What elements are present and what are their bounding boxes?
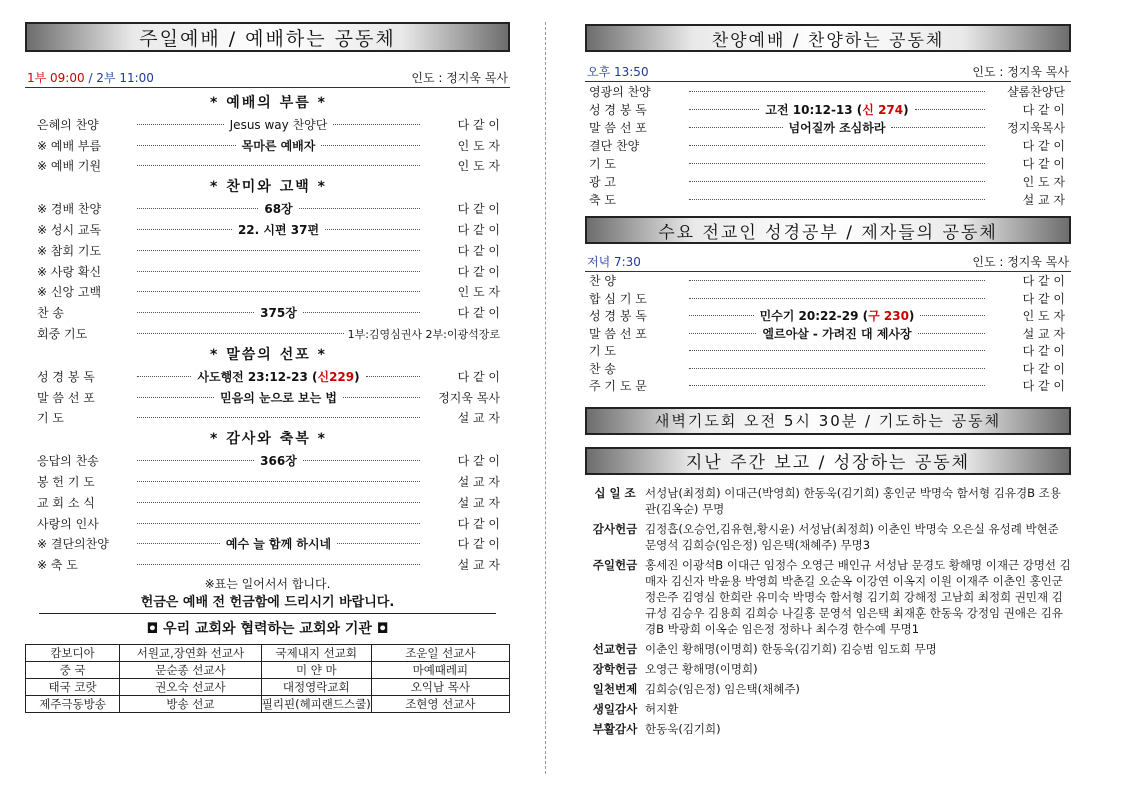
service-header (25, 70, 510, 88)
order-text-main: 68장 (264, 202, 293, 217)
partner-cell: 서원교,장연화 선교사 (120, 645, 262, 662)
section-title: * 감사와 축복 * (210, 431, 327, 448)
order-who: 다 같 이 (1022, 344, 1065, 359)
order-who: 다 같 이 (457, 306, 500, 321)
dots-fill (689, 368, 985, 369)
praise-header (585, 64, 1071, 82)
order-who: 다 같 이 (457, 454, 500, 469)
order-row (589, 290, 1065, 308)
report-label: 생일감사 (592, 701, 638, 716)
service-leader: 인도 : 정지욱 목사 (411, 71, 508, 85)
order-text (760, 325, 913, 342)
order-row (589, 272, 1065, 290)
dots-right (366, 376, 420, 377)
order-text (224, 535, 333, 552)
order-row (37, 156, 500, 177)
title-text: 새벽기도회 오전 5시 30분 / 기도하는 공동체 (654, 412, 1002, 430)
dots-left (137, 145, 236, 146)
order-content (133, 271, 424, 272)
order-content (133, 291, 424, 292)
order-who: 인 도 자 (457, 285, 500, 300)
order-row (589, 154, 1065, 172)
report-row (585, 557, 1071, 637)
wednesday-order (585, 272, 1071, 395)
order-who: 다 같 이 (457, 264, 500, 279)
order-label: 결단 찬양 (589, 138, 640, 153)
dots-fill (137, 271, 420, 272)
partner-row (26, 696, 510, 713)
partner-cell: 조현영 선교사 (371, 696, 509, 713)
wednesday-leader: 인도 : 정지욱 목사 (972, 255, 1069, 269)
report-label: 십 일 조 (594, 485, 636, 500)
order-content (133, 502, 424, 503)
dots-fill (137, 523, 420, 524)
order-row (589, 190, 1065, 208)
wednesday-time: 저녁 7:30 (587, 255, 641, 269)
order-text (262, 200, 294, 217)
weekly-report (585, 485, 1071, 737)
dawn-prayer-title (585, 407, 1071, 435)
order-label: ※ 사랑 확신 (37, 264, 102, 279)
order-content (685, 181, 989, 182)
order-label: 찬 송 (37, 306, 64, 321)
order-content (133, 523, 424, 524)
sunday-worship-title (25, 22, 510, 52)
order-text (218, 389, 339, 406)
service-times (27, 69, 154, 86)
dots-right (333, 124, 420, 125)
order-text (195, 368, 361, 385)
report-value: 허지환 (645, 701, 679, 716)
dots-fill (137, 250, 420, 251)
order-row (589, 342, 1065, 360)
dots-fill (137, 564, 420, 565)
order-row (37, 513, 500, 534)
order-who: 다 같 이 (457, 223, 500, 238)
order-label: 응답의 찬송 (37, 454, 99, 469)
time-sep: / (84, 71, 97, 85)
order-row (589, 100, 1065, 118)
report-row (585, 681, 1071, 697)
partner-cell: 방송 선교 (120, 696, 262, 713)
report-value: 김정흡(오승언,김유현,황시윤) 서성남(최정희) 이춘인 박명숙 오은실 유성례 박현준 문영석 김희승(임은정) 임은택(채혜주) 무명3 (645, 521, 1059, 552)
report-value: 이춘인 황해명(이명희) 한동욱(김기희) 김승범 임도희 무명 (645, 641, 937, 656)
order-who: 다 같 이 (457, 202, 500, 217)
partner-row (26, 645, 510, 662)
report-row (585, 721, 1071, 737)
dots-right (915, 109, 985, 110)
dots-fill (689, 145, 985, 146)
partner-cell: 중 국 (26, 662, 120, 679)
order-content (133, 200, 424, 217)
order-content (685, 199, 989, 200)
dots-fill (137, 291, 420, 292)
order-label: ※ 예배 기원 (37, 159, 102, 174)
order-content (133, 535, 424, 552)
dots-right (920, 315, 985, 316)
order-who: 다 같 이 (457, 369, 500, 384)
page-divider (545, 22, 546, 774)
order-content (133, 417, 424, 418)
order-row (37, 302, 500, 323)
order-label: ※ 참회 기도 (37, 243, 102, 258)
dots-right (303, 460, 420, 461)
dots-right (303, 312, 420, 313)
order-content (133, 137, 424, 154)
dots-left (689, 333, 756, 334)
time-first: 1부 09:00 (27, 71, 85, 85)
dots-fill (137, 417, 420, 418)
report-label: 장학헌금 (592, 661, 638, 676)
order-label: 회중 기도 (37, 327, 88, 342)
partner-cell: 캄보디아 (26, 645, 120, 662)
dots-right (325, 229, 420, 230)
report-row (585, 701, 1071, 717)
dots-left (137, 460, 254, 461)
sunday-worship-column (25, 0, 510, 713)
order-content (133, 368, 424, 385)
order-text (228, 116, 330, 133)
order-who: 설 교 자 (1022, 192, 1065, 207)
standing-note: ※표는 일어서서 합니다. (204, 577, 331, 592)
order-row (37, 114, 500, 135)
order-who: 다 같 이 (1022, 138, 1065, 153)
order-text (240, 137, 318, 154)
time-second: 2부 11:00 (96, 71, 154, 85)
order-who: 인 도 자 (457, 159, 500, 174)
dots-left (137, 312, 254, 313)
dots-fill (689, 350, 985, 351)
order-label: 기 도 (589, 344, 616, 359)
order-label: 성 경 봉 독 (37, 369, 95, 384)
order-text-main: 민수기 20:22-29 ( (759, 309, 869, 324)
order-who: 정지욱 목사 (438, 390, 500, 405)
order-label: 주 기 도 문 (589, 379, 647, 394)
order-who: 설 교 자 (457, 411, 500, 426)
praise-worship-title (585, 24, 1071, 52)
order-text (758, 307, 917, 324)
order-content (685, 350, 989, 351)
dots-right (918, 333, 985, 334)
order-row (37, 366, 500, 387)
partner-cell: 권오숙 선교사 (120, 679, 262, 696)
order-row (37, 240, 500, 261)
hymn-number: 신229 (317, 369, 355, 384)
order-content (133, 304, 424, 321)
order-row (37, 387, 500, 408)
order-label: 기 도 (589, 156, 616, 171)
order-content (685, 280, 989, 281)
order-content (685, 91, 989, 92)
partner-table (25, 644, 510, 713)
order-text-main: 22. 시편 37편 (237, 223, 320, 238)
order-label: ※ 신앙 고백 (37, 285, 102, 300)
partner-cell: 국제내지 선교회 (261, 645, 371, 662)
dots-left (689, 109, 759, 110)
praise-time: 오후 13:50 (587, 65, 649, 79)
dots-fill (689, 163, 985, 164)
order-who: 다 같 이 (1022, 361, 1065, 376)
order-text (258, 452, 299, 469)
order-who: 다 같 이 (457, 243, 500, 258)
order-content (133, 221, 424, 238)
order-label: 말 씀 선 포 (37, 390, 95, 405)
order-row (589, 360, 1065, 378)
report-value: 서성남(최정희) 이대근(박영희) 한동욱(김기희) 홍인군 박명숙 함서형 김유경B 조용관(김옥순) 무명 (645, 485, 1061, 516)
order-content (685, 307, 989, 324)
report-label: 감사헌금 (592, 521, 638, 536)
order-who: 다 같 이 (1022, 156, 1065, 171)
partner-cell: 문순종 선교사 (120, 662, 262, 679)
order-who: 인 도 자 (457, 138, 500, 153)
partner-cell: 태국 코랏 (26, 679, 120, 696)
dots-left (137, 124, 224, 125)
order-row (589, 82, 1065, 100)
report-row (585, 485, 1071, 517)
section-title: * 예배의 부름 * (210, 95, 327, 111)
order-row (589, 307, 1065, 325)
order-text-main: 믿음의 눈으로 보는 법 (220, 390, 337, 405)
partner-row (26, 679, 510, 696)
order-text (258, 304, 299, 321)
wednesday-header (585, 254, 1071, 272)
order-label: 성 경 봉 독 (589, 309, 647, 324)
dots-fill (689, 280, 985, 281)
order-text (787, 119, 888, 136)
order-label: 성 경 봉 독 (589, 102, 647, 117)
order-label: 찬 양 (589, 274, 616, 289)
partner-cell: 마예때레피 (371, 662, 509, 679)
report-row (585, 641, 1071, 657)
order-row (589, 377, 1065, 395)
order-who: 설 교 자 (457, 558, 500, 573)
praise-leader: 인도 : 정지욱 목사 (972, 65, 1069, 79)
dots-fill (689, 199, 985, 200)
title-text: 주일예배 / 예배하는 공동체 (139, 27, 396, 50)
dots-left (689, 127, 783, 128)
report-value: 김희승(임은정) 임은택(채혜주) (645, 681, 800, 696)
worship-order (25, 92, 510, 575)
report-label: 선교헌금 (592, 641, 638, 656)
hymn-number: 구 230 (868, 309, 909, 324)
partner-row (26, 662, 510, 679)
order-text-main: 고전 10:12-13 ( (765, 102, 863, 117)
dots-fill (689, 385, 985, 386)
order-who: 정지욱목사 (1007, 120, 1065, 135)
order-who: 다 같 이 (1022, 274, 1065, 289)
order-text-main: 엘르아살 - 가려진 대 제사장 (762, 326, 912, 341)
order-who: 샬롬찬양단 (1007, 84, 1065, 99)
order-who: 다 같 이 (457, 537, 500, 552)
order-label: ※ 성시 교독 (37, 223, 102, 238)
order-row (37, 261, 500, 282)
order-text-main: 넘어질까 조심하라 (788, 120, 886, 135)
order-content (685, 368, 989, 369)
order-content (133, 564, 424, 565)
partner-cell: 오익남 목사 (371, 679, 509, 696)
dots-fill (137, 333, 344, 334)
report-label: 주일헌금 (592, 557, 638, 572)
order-who: 다 같 이 (1022, 291, 1065, 306)
dots-left (137, 543, 220, 544)
order-label: 은혜의 찬양 (37, 117, 99, 132)
report-label: 부활감사 (592, 721, 638, 736)
dots-right (337, 543, 420, 544)
partner-cell: 제주극동방송 (26, 696, 120, 713)
order-content (685, 298, 989, 299)
right-column (585, 0, 1071, 741)
order-label: 축 도 (589, 192, 616, 207)
order-label: ※ 축 도 (37, 558, 78, 573)
partner-cell: 대정영락교회 (261, 679, 371, 696)
dots-left (137, 376, 191, 377)
order-content (133, 116, 424, 133)
order-content (685, 325, 989, 342)
weekly-report-title (585, 447, 1071, 475)
order-label: 사랑의 인사 (37, 516, 99, 531)
order-content (133, 481, 424, 482)
order-who: 설 교 자 (1022, 326, 1065, 341)
order-label: 영광의 찬양 (589, 84, 651, 99)
section-title: * 찬미와 고백 * (210, 179, 327, 196)
title-text: 지난 주간 보고 / 성장하는 공동체 (685, 453, 971, 473)
order-content (133, 452, 424, 469)
order-content (133, 333, 348, 334)
order-row (37, 408, 500, 429)
report-value: 한동욱(김기희) (645, 721, 721, 736)
order-content (685, 163, 989, 164)
order-who: 인 도 자 (1022, 309, 1065, 324)
order-who: 인 도 자 (1022, 174, 1065, 189)
dots-fill (689, 91, 985, 92)
order-text-tail: ) (354, 369, 360, 384)
order-row (37, 450, 500, 471)
wednesday-title (585, 216, 1071, 244)
order-label: 말 씀 선 포 (589, 120, 647, 135)
order-who: 다 같 이 (457, 117, 500, 132)
order-text-main: Jesus way 찬양단 (229, 117, 328, 132)
order-row (37, 323, 500, 344)
order-text-main: 375장 (260, 306, 297, 321)
order-label: 교 회 소 식 (37, 495, 95, 510)
order-text-tail: ) (903, 102, 909, 117)
order-row (37, 282, 500, 303)
dots-right (299, 208, 420, 209)
partner-cell: 조운일 선교사 (371, 645, 509, 662)
dots-fill (137, 481, 420, 482)
order-label: ※ 경배 찬양 (37, 202, 102, 217)
report-row (585, 661, 1071, 677)
order-row (37, 135, 500, 156)
dots-right (321, 145, 420, 146)
dots-fill (689, 181, 985, 182)
report-value: 오영근 황해명(이명희) (645, 661, 758, 676)
partner-cell: 미 얀 마 (261, 662, 371, 679)
order-row (589, 118, 1065, 136)
order-who: 설 교 자 (457, 475, 500, 490)
order-text-tail: ) (908, 309, 915, 324)
order-text (763, 101, 910, 118)
order-row (37, 471, 500, 492)
order-label: ※ 예배 부름 (37, 138, 102, 153)
order-content (133, 389, 424, 406)
order-label: 광 고 (589, 174, 616, 189)
order-text-main: 목마른 예배자 (241, 138, 316, 153)
order-row (589, 325, 1065, 343)
order-label: 찬 송 (589, 361, 616, 376)
order-content (685, 119, 989, 136)
order-who: 설 교 자 (457, 495, 500, 510)
order-row (37, 534, 500, 555)
dots-left (137, 229, 232, 230)
order-label: 말 씀 선 포 (589, 326, 647, 341)
order-content (685, 101, 989, 118)
dots-left (137, 208, 258, 209)
order-label: ※ 결단의찬양 (37, 537, 109, 552)
partner-title: ◘ 우리 교회와 협력하는 교회와 기관 ◘ (146, 621, 389, 638)
order-row (37, 492, 500, 513)
report-row (585, 521, 1071, 553)
order-text-main: 366장 (260, 454, 297, 469)
order-text-main: 사도행전 23:12-23 ( (197, 369, 318, 384)
title-text: 찬양예배 / 찬양하는 공동체 (711, 30, 945, 51)
dots-right (891, 127, 985, 128)
dots-fill (689, 298, 985, 299)
order-text-main: 예수 늘 함께 하시네 (225, 537, 332, 552)
order-label: 봉 헌 기 도 (37, 475, 95, 490)
order-label: 기 도 (37, 411, 64, 426)
order-row (37, 554, 500, 575)
dots-left (689, 315, 754, 316)
order-text (236, 221, 321, 238)
order-content (133, 250, 424, 251)
order-row (37, 219, 500, 240)
partner-cell: 필리핀(헤피랜드스쿨) (261, 697, 371, 712)
offering-note: 헌금은 예배 전 헌금함에 드리시기 바랍니다. (39, 593, 496, 614)
dots-fill (137, 502, 420, 503)
order-who: 다 같 이 (1022, 102, 1065, 117)
order-who: 1부:김영심권사 2부:이광석장로 (347, 327, 500, 341)
section-title: * 말씀의 선포 * (210, 346, 327, 363)
order-row (37, 198, 500, 219)
order-label: 합 심 기 도 (589, 291, 647, 306)
order-content (133, 165, 424, 166)
order-content (685, 385, 989, 386)
dots-right (343, 397, 420, 398)
order-who: 다 같 이 (1022, 379, 1065, 394)
report-label: 일천번제 (592, 681, 638, 696)
order-row (589, 136, 1065, 154)
praise-order (585, 82, 1071, 208)
order-who: 다 같 이 (457, 516, 500, 531)
dots-left (137, 397, 214, 398)
hymn-number: 신 274 (862, 102, 904, 117)
report-value: 홍세진 이광석B 이대근 임정수 오영근 배인규 서성남 문경도 황해명 이재근 강명선 김매자 김신자 박윤용 박영희 박춘길 오순옥 이강연 이옥지 이원 이재주 이춘인 홍인군 정은주 김영심 한희란 유미숙 박명숙 함서형 김기희 강해정 고남희 최정희 권민재 김규성 김승우 김용희 김희승 나길홍 문영석 임은택 최재훈 한동욱 강정임 권애은 김유경B 박광희 이옥순 임은정 정하나 최수경 한수예 무명1 (645, 557, 1071, 636)
dots-fill (137, 165, 420, 166)
order-row (589, 172, 1065, 190)
title-text: 수요 전교인 성경공부 / 제자들의 공동체 (658, 222, 998, 243)
order-content (685, 145, 989, 146)
